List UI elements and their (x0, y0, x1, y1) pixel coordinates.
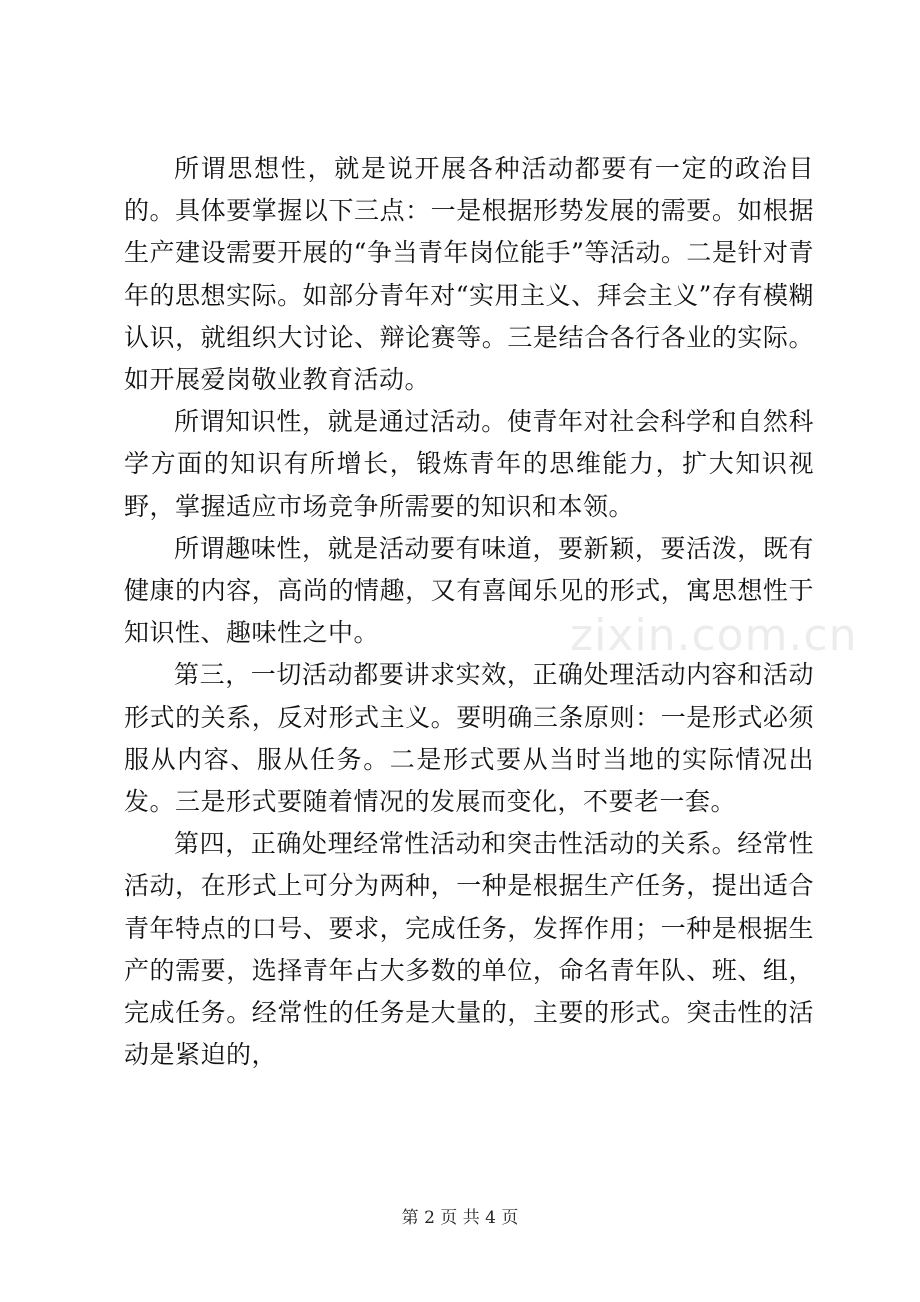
watermark-text: zixin.com.cn (570, 610, 858, 661)
paragraph-third-point: 第三，一切活动都要讲求实效，正确处理活动内容和活动形式的关系，反对形式主义。要明确三条原则：一是形式必须服从内容、服从任务。二是形式要从当时当地的实际情况出发。三是形式要随着情况的发展而变化，不要老一套。 (124, 660, 814, 817)
paragraph-interest: 所谓趣味性，就是活动要有味道，要新颖，要活泼，既有健康的内容，高尚的情趣，又有喜闻乐见的形式，寓思想性于知识性、趣味性之中。 (124, 533, 814, 648)
document-body (124, 148, 814, 1076)
page-footer: 第 2 页 共 4 页 (401, 1208, 519, 1228)
paragraph-fourth-point: 第四，正确处理经常性活动和突击性活动的关系。经常性活动，在形式上可分为两种，一种是根据生产任务，提出适合青年特点的口号、要求，完成任务，发挥作用；一种是根据生产的需要，选择青年占大多数的单位，命名青年队、班、组，完成任务。经常性的任务是大量的，主要的形式。突击性的活动是紧迫的， (124, 829, 814, 1070)
paragraph-ideological: 所谓思想性，就是说开展各种活动都要有一定的政治目的。具体要掌握以下三点：一是根据形势发展的需要。如根据生产建设需要开展的“争当青年岗位能手”等活动。二是针对青年的思想实际。如部分青年对“实用主义、拜会主义”存有模糊认识，就组织大讨论、辩论赛等。三是结合各行各业的实际。如开展爱岗敬业教育活动。 (124, 154, 814, 395)
paragraph-knowledge: 所谓知识性，就是通过活动。使青年对社会科学和自然科学方面的知识有所增长，锻炼青年的思维能力，扩大知识视野，掌握适应市场竞争所需要的知识和本领。 (124, 407, 814, 521)
